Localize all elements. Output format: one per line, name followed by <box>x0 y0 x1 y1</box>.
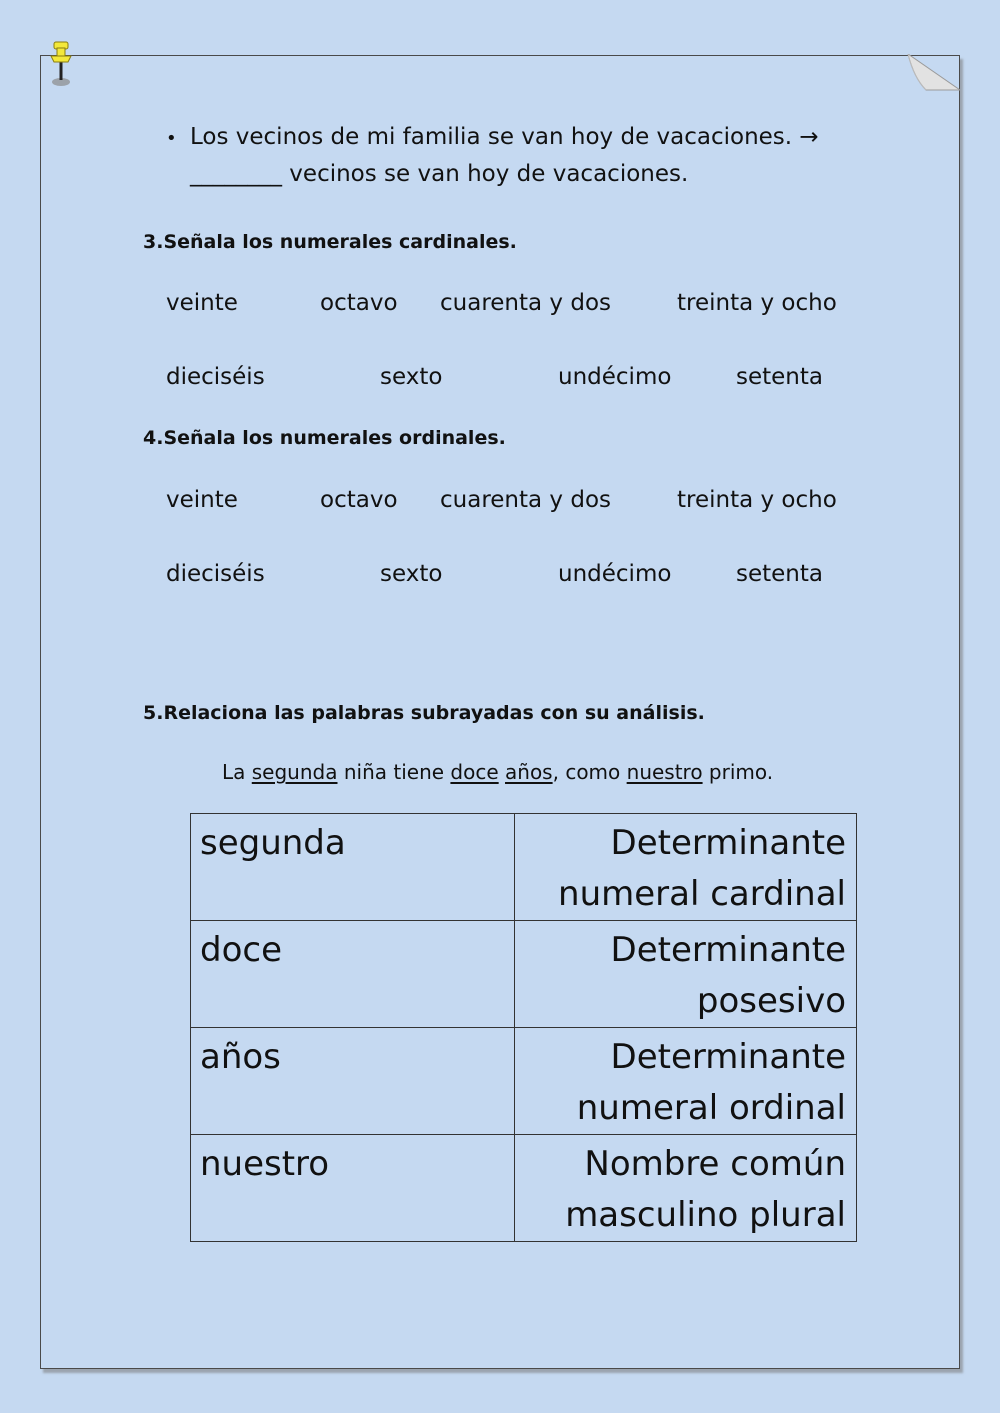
ex4-word-octavo[interactable]: octavo <box>320 487 398 513</box>
sentence-text: primo. <box>702 760 774 784</box>
exercise-3-heading: 3.Señala los numerales cardinales. <box>143 231 517 253</box>
push-pin-icon <box>48 38 74 88</box>
underlined-word-anos: años <box>505 760 553 784</box>
ex4-word-cuarenta-y-dos[interactable]: cuarenta y dos <box>440 487 611 513</box>
analysis-line: Determinante <box>610 1037 846 1077</box>
sentence-text: , como <box>552 760 627 784</box>
table-row <box>191 1028 857 1135</box>
underlined-word-doce: doce <box>450 760 499 784</box>
match-word-nuestro[interactable]: nuestro <box>191 1135 515 1242</box>
ex3-word-octavo[interactable]: octavo <box>320 290 398 316</box>
example-answer-line: ________ vecinos se van hoy de vacaciones. <box>190 161 689 187</box>
ex4-word-sexto[interactable]: sexto <box>380 561 443 587</box>
exercise-5-heading: 5.Relaciona las palabras subrayadas con su análisis. <box>143 702 705 724</box>
match-analysis-4[interactable] <box>515 1135 857 1242</box>
analysis-line: Determinante <box>610 930 846 970</box>
ex3-word-undecimo[interactable]: undécimo <box>558 364 672 390</box>
ex3-word-sexto[interactable]: sexto <box>380 364 443 390</box>
analysis-line: Determinante <box>610 823 846 863</box>
ex4-word-dieciseis[interactable]: dieciséis <box>166 561 265 587</box>
sentence-text: La <box>222 760 252 784</box>
analysis-line: masculino plural <box>565 1195 846 1235</box>
table-row <box>191 921 857 1028</box>
match-analysis-3[interactable] <box>515 1028 857 1135</box>
analysis-line: Nombre común <box>584 1144 846 1184</box>
match-analysis-2[interactable] <box>515 921 857 1028</box>
table-row <box>191 814 857 921</box>
underlined-word-segunda: segunda <box>251 760 338 784</box>
analysis-sentence <box>222 760 773 784</box>
match-word-segunda[interactable]: segunda <box>191 814 515 921</box>
analysis-line: numeral ordinal <box>576 1088 846 1128</box>
exercise-4-heading: 4.Señala los numerales ordinales. <box>143 427 506 449</box>
folded-corner-icon <box>906 54 960 92</box>
ex3-word-treinta-y-ocho[interactable]: treinta y ocho <box>677 290 837 316</box>
example-sentence: Los vecinos de mi familia se van hoy de vacaciones. → <box>190 124 819 150</box>
analysis-line: posesivo <box>696 981 846 1021</box>
ex3-word-setenta[interactable]: setenta <box>736 364 823 390</box>
match-word-doce[interactable]: doce <box>191 921 515 1028</box>
ex3-word-dieciseis[interactable]: dieciséis <box>166 364 265 390</box>
ex4-word-treinta-y-ocho[interactable]: treinta y ocho <box>677 487 837 513</box>
ex4-word-undecimo[interactable]: undécimo <box>558 561 672 587</box>
bullet-point: • <box>166 128 177 149</box>
ex3-word-veinte[interactable]: veinte <box>166 290 238 316</box>
sentence-text: niña tiene <box>337 760 451 784</box>
table-row <box>191 1135 857 1242</box>
ex4-word-setenta[interactable]: setenta <box>736 561 823 587</box>
match-word-anos[interactable]: años <box>191 1028 515 1135</box>
underlined-word-nuestro: nuestro <box>626 760 703 784</box>
match-analysis-1[interactable] <box>515 814 857 921</box>
analysis-line: numeral cardinal <box>558 874 846 914</box>
ex3-word-cuarenta-y-dos[interactable]: cuarenta y dos <box>440 290 611 316</box>
matching-table <box>190 813 857 1242</box>
ex4-word-veinte[interactable]: veinte <box>166 487 238 513</box>
